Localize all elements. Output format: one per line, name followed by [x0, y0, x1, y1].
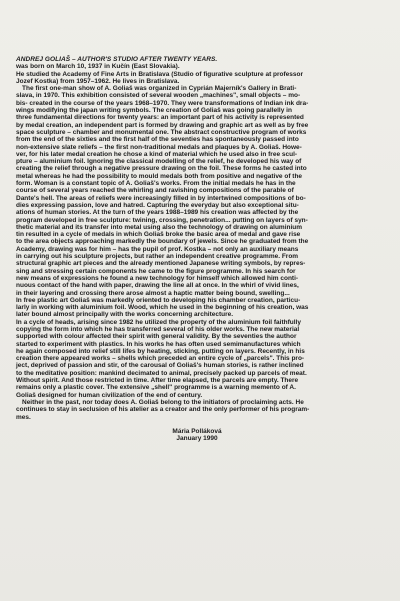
body-line: later bound almost principally with the works concerning architecture.: [16, 311, 234, 319]
body-line: he again composed into relief still lifes by heating, sticking, putting on layers. Recently, in his: [16, 347, 305, 355]
body-line: continues to stay in seclusion of his atelier as a creator and the only performer of his program-: [16, 406, 310, 414]
body-line: structural graphic art pieces and the already mentioned Japanese writing symbols, by repres-: [16, 260, 306, 268]
body-line: creating the relief through a negative pressure drawing on the foil. These forms he casted into: [16, 165, 307, 173]
article: [16, 56, 378, 442]
body-line: ject, deprived of passion and stir, of the carousal of Goliaš's human stories, is rather inclined: [16, 362, 304, 370]
body-line: Academy, drawing was for him – has the pupil of prof. Kostka – not only an auxiliary means: [16, 245, 299, 253]
article-body: [16, 63, 378, 421]
body-line: supported with colour affected their spirit with general validity. By the seventies the author: [16, 333, 297, 341]
body-line: slava, in 1970. This exhibition consisted of several wooden „machines", small objects – mo-: [16, 92, 301, 100]
body-line: Without spirit. And those restricted in time. After time elapsed, the parcels are empty. There: [16, 377, 299, 385]
body-line: pture – aluminium foil. Ignoring the classical modelling of the relief, he developed his way of: [16, 158, 302, 166]
body-line: metal whereas he had the possibility to mould medals both from positive and negative of the: [16, 172, 303, 180]
body-line: from the end of the sixties and the first half of the seventies has spontaneously passed into: [16, 136, 299, 144]
body-line: new means of expressions he found a new technology for himself which allowed him conti-: [16, 274, 299, 282]
body-line: ations of human stories. At the turn of the years 1988–1989 his creation was affected by the: [16, 209, 299, 217]
body-line: ver, for his later medal creation he chose a kind of material which he used also in free scul-: [16, 150, 298, 158]
body-line: bis- created in the course of the years 1968–1970. They were transformations of Indian ink dra-: [16, 99, 309, 107]
body-line: dies expressing passion, love and hatred. Capturing the everyday but also exceptional situ-: [16, 201, 299, 209]
body-line: copying the form into which he has transferred several of his older works. The new material: [16, 325, 300, 333]
body-line: creation there appeared works – shells which preceded an entire cycle of „parcels". This pro-: [16, 355, 305, 363]
signature-block: [16, 428, 378, 443]
body-line: larly in working with aluminium foil. Wood, which he used in the beginning of his creation, was: [16, 304, 309, 312]
body-line: by medal creation, an independent part is formed by drawing and graphic art as well as by free: [16, 121, 309, 129]
body-line: Goliaš designed for human civilization of the end of century.: [16, 391, 203, 399]
body-line: Jozef Kostka) from 1957–1962. He lives in Bratislava.: [16, 77, 180, 85]
body-line: in their layering and crossing there arose almost a haptic matter being bound, swelling...: [16, 289, 290, 297]
body-line: to the area objects approaching markedly the boundary of jewels. Since he graduated from the: [16, 238, 309, 246]
body-line: in carrying out his sculpture projects, but rather an independent creative programme. From: [16, 253, 299, 261]
body-line: nuous contact of the hand with paper, drawing the line all at once. In the whirl of vivid lines,: [16, 282, 299, 290]
body-line: tin resulted in a cycle of medals in which Goliaš broke the basic area of medal and gave rise: [16, 231, 301, 239]
body-line: form. Woman is a constant topic of A. Goliaš's works. From the initial medals he has in the: [16, 180, 296, 188]
article-heading: ANDREJ GOLIAŠ – AUTHOR'S STUDIO AFTER TWENTY YEARS.: [16, 56, 218, 63]
signature-author: Mária Polláková: [172, 427, 222, 435]
body-line: He studied the Academy of Fine Arts in Bratislava (Studio of figurative sculpture at professor: [16, 70, 304, 78]
body-line: course of several years reached the whirling and ravishing compositions of the parable of: [16, 187, 294, 195]
body-line: sing and stressing certain components he came to the figure programme. In his search for: [16, 267, 296, 275]
body-line: program developed in free sculpture: twining, crossing, penetration... putting on layers of syn-: [16, 216, 308, 224]
body-line: Dante's hell. The areas of reliefs were increasingly filled in by intertwined compositions of bo-: [16, 194, 306, 202]
body-line: started to experiment with plastics. In his works he has often used semimanufactures which: [16, 340, 301, 348]
body-line: thetic material and its transfer into metal using also the technology of drawing on aluminium: [16, 223, 303, 231]
body-line: The first one-man show of A. Goliaš was organized in Cyprián Majerník's Gallery in Brati-: [22, 85, 297, 93]
body-line: In free plastic art Goliaš was markedly oriented to developing his chamber creation, particu-: [16, 296, 301, 304]
body-line: remains only a plastic cover. The extensive „shell" programme is a warning memento of A.: [16, 384, 296, 392]
body-line: mes.: [16, 413, 31, 421]
body-line: three fundamental directions for twenty years: an important part of his activity is represented: [16, 114, 304, 122]
body-line: to the meditative position: mankind decimated to animal, precisely packed up parcels of meat.: [16, 369, 307, 377]
signature-date: January 1990: [176, 435, 218, 443]
body-line: Neither in the past, nor today does A. Goliaš belong to the initiators of proclaiming acts. He: [22, 398, 304, 406]
body-line: space sculpture – chamber and monumental one. The abstract constructive program of works: [16, 128, 307, 136]
body-line: wings modifying the japan writing symbols. The creation of Goliaš was going parallelly in: [16, 107, 292, 115]
body-line: In a cycle of heads, arising since 1982 he utilized the property of the aluminium foil faithfully: [16, 318, 301, 326]
body-line: was born on March 10, 1937 in Kučín (East Slovakia).: [16, 63, 180, 71]
body-line: non-extensive slate reliefs – the first non-traditional medals and plaques by A. Goliaš. Howe-: [16, 143, 302, 151]
